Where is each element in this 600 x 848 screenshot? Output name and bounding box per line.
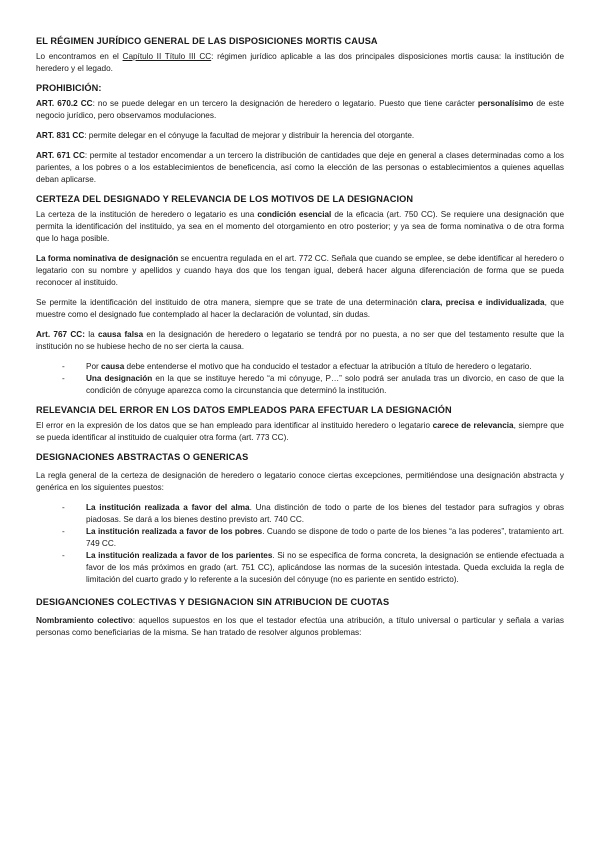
heading-certeza: CERTEZA DEL DESIGNADO Y RELEVANCIA DE LOS MOTIVOS DE LA DESIGNACION <box>36 194 414 204</box>
list-item: - Por causa debe entenderse el motivo que ha conducido el testador a efectuar la atribución a título de heredero o legatario. <box>86 361 564 373</box>
link-capitulo: Capítulo II Título III CC <box>122 52 212 61</box>
list-excepciones <box>36 502 564 586</box>
paragraph-certeza: La certeza de la institución de heredero o legatario es una condición esencial de la eficacia (art. 750 CC). Se requiere una designación que permita la identificación del instituido, ya sea en el momento del otorgamiento en otro posterior; y ya sea de forma nominativa o de otra forma que lo haga posible. <box>36 210 564 243</box>
paragraph-forma-nominativa: La forma nominativa de designación se encuentra regulada en el art. 772 CC. Señala que cuando se emplee, se debe identificar al heredero o legatario con su nombre y apellidos y cuando haya dos que los tengan igual, deberá hacer alguna diferenciación de forma que se pueda reconocer al instituido. <box>36 254 564 287</box>
paragraph-regimen: Lo encontramos en el Capítulo II Título III CC: régimen jurídico aplicable a las dos principales disposiciones mortis causa: la institución de heredero y el legado. <box>36 52 565 73</box>
paragraph-error: El error en la expresión de los datos que se han empleado para identificar al instituido heredero o legatario carece de relevancia, siempre que se pueda identificar al instituido de cualquier otra forma (art. 773 CC). <box>36 421 564 442</box>
paragraph-art-767: Art. 767 CC: la causa falsa en la designación de heredero o legatario se tendrá por no puesta, a no ser que del testamento resulte que la institución no se hubiese hecho de no ser cierta la causa. <box>36 330 564 351</box>
paragraph-identificacion: Se permite la identificación del instituido de otra manera, siempre que se trate de una determinación clara, precisa e individualizada, que muestre como el designado fue contemplado al hacer la declaración de voluntad, sin dudas. <box>36 298 564 319</box>
paragraph-art-671: ART. 671 CC: permite al testador encomendar a un tercero la distribución de cantidades que deje en general a clases determinadas como a los parientes, a los pobres o a los establecimientos de beneficencia, así como la elección de las personas o establecimientos a quienes aquellas deban aplicarse. <box>36 151 564 184</box>
paragraph-art-831: ART. 831 CC: permite delegar en el cónyuge la facultad de mejorar y distribuir la herencia del otorgante. <box>36 131 415 140</box>
list-item: - La institución realizada a favor de los pobres. Cuando se dispone de todo o parte de los bienes “a las poderes”, tratamiento art. 749 CC. <box>86 526 564 550</box>
heading-prohibicion: PROHIBICIÓN: <box>36 83 102 93</box>
heading-designaciones-abstractas: DESIGNACIONES ABSTRACTAS O GENERICAS <box>36 452 249 462</box>
list-item: - La institución realizada a favor del alma. Una distinción de todo o parte de los bienes del testador para sufragios y obras piadosas. Se dará a los bienes destino previsto art. 740 CC. <box>86 502 564 526</box>
heading-regimen-juridico: EL RÉGIMEN JURÍDICO GENERAL DE LAS DISPOSICIONES MORTIS CAUSA <box>36 36 378 46</box>
list-item: - Una designación en la que se instituye heredo “a mi cónyuge, P…” solo podrá ser anulada tras un divorcio, en caso de que la condición de cónyuge aparezca como la circunstancia que determinó la institución. <box>86 373 564 397</box>
paragraph-art-670: ART. 670.2 CC: no se puede delegar en un tercero la designación de heredero o legatario. Puesto que tiene carácter personalísimo de este negocio jurídico, pero observamos modulaciones. <box>36 99 564 120</box>
list-causa <box>36 361 564 397</box>
paragraph-regla-general: La regla general de la certeza de designación de heredero o legatario conoce ciertas excepciones, permitiéndose una designación abstracta y genérica en los siguientes puestos: <box>36 471 564 492</box>
heading-designaciones-colectivas: DESIGANCIONES COLECTIVAS Y DESIGNACION SIN ATRIBUCION DE CUOTAS <box>36 597 390 607</box>
paragraph-nombramiento-colectivo: Nombramiento colectivo: aquellos supuestos en los que el testador efectúa una atribución, a título universal o particular y señala a varias personas como beneficiarias de la misma. Se han tratado de resolver algunos problemas: <box>36 616 564 637</box>
heading-relevancia-error: RELEVANCIA DEL ERROR EN LOS DATOS EMPLEADOS PARA EFECTUAR LA DESIGNACIÓN <box>36 405 452 415</box>
list-item: - La institución realizada a favor de los parientes. Si no se especifica de forma concreta, la designación se entiende efectuada a favor de los más próximos en grado (art. 751 CC), aplicándose las normas de la sucesión intestada. Queda excluida la regla de limitación del cuarto grado y lo referente a la sucesión del cónyuge (no es pariente en sentido estricto). <box>86 550 564 586</box>
